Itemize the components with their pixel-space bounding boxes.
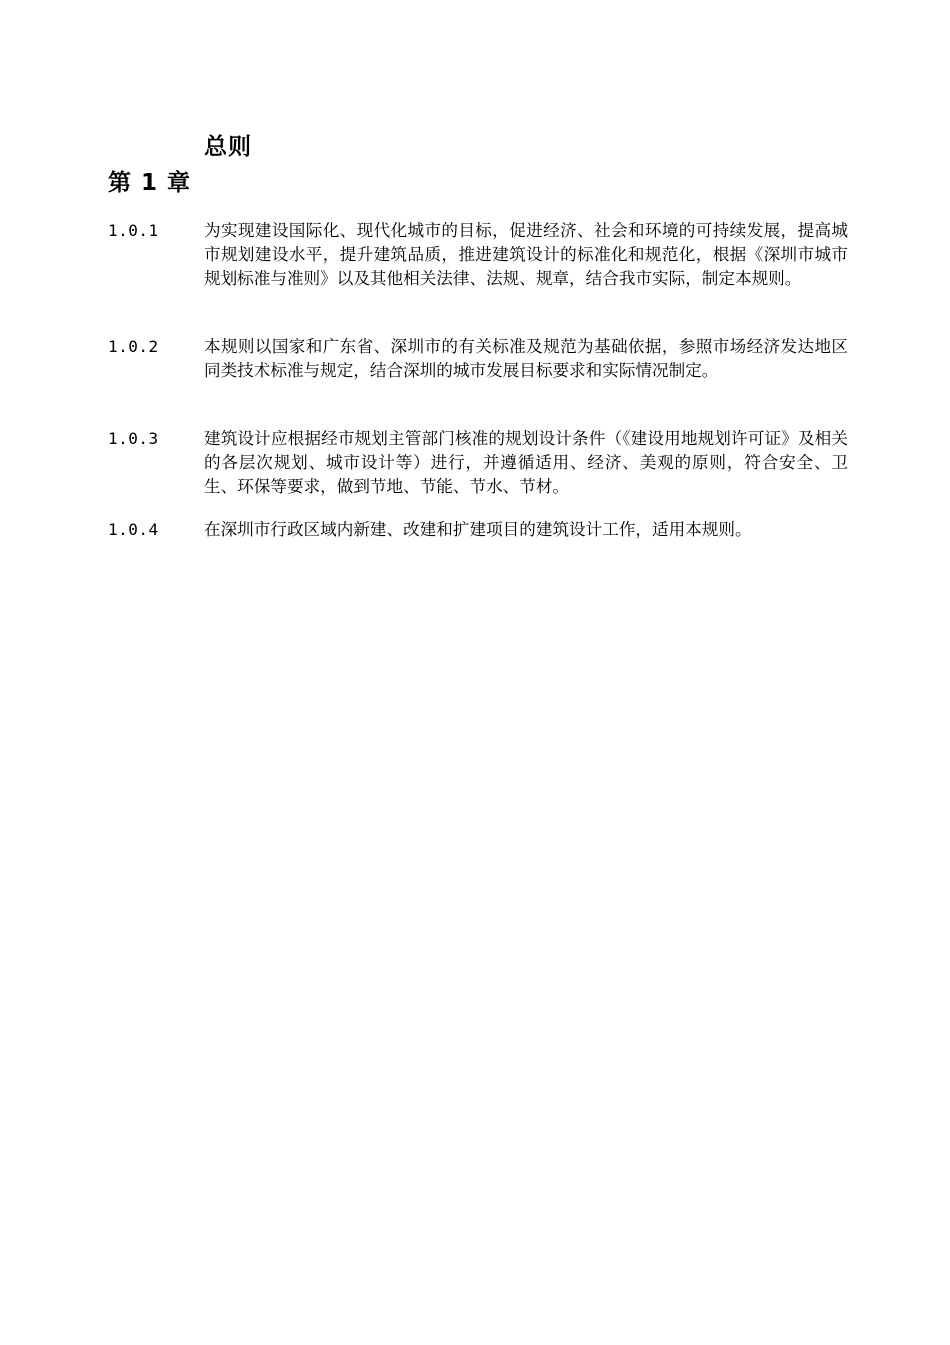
clause-number: 1.0.2 bbox=[108, 337, 159, 356]
clause-text: 建筑设计应根据经市规划主管部门核准的规划设计条件（《建设用地规划许可证》及相关的各层次规划、城市设计等）进行，并遵循适用、经济、美观的原则，符合安全、卫生、环保等要求，做到节地、节能、节水、节材。 bbox=[204, 429, 848, 496]
clause-text: 在深圳市行政区域内新建、改建和扩建项目的建筑设计工作，适用本规则。 bbox=[204, 520, 752, 539]
clause-text: 为实现建设国际化、现代化城市的目标，促进经济、社会和环境的可持续发展，提高城市规划建设水平，提升建筑品质，推进建筑设计的标准化和规范化，根据《深圳市城市规划标准与准则》以及其他相关法律、法规、规章，结合我市实际，制定本规则。 bbox=[204, 221, 848, 288]
chapter-title: 第 1 章 bbox=[108, 170, 192, 196]
clause-text: 本规则以国家和广东省、深圳市的有关标准及规范为基础依据，参照市场经济发达地区同类技术标准与规定，结合深圳的城市发展目标要求和实际情况制定。 bbox=[204, 337, 848, 380]
clause-number: 1.0.4 bbox=[108, 520, 159, 539]
section-title: 总则 bbox=[204, 134, 252, 160]
clause-number: 1.0.1 bbox=[108, 221, 159, 240]
clause-number: 1.0.3 bbox=[108, 429, 159, 448]
